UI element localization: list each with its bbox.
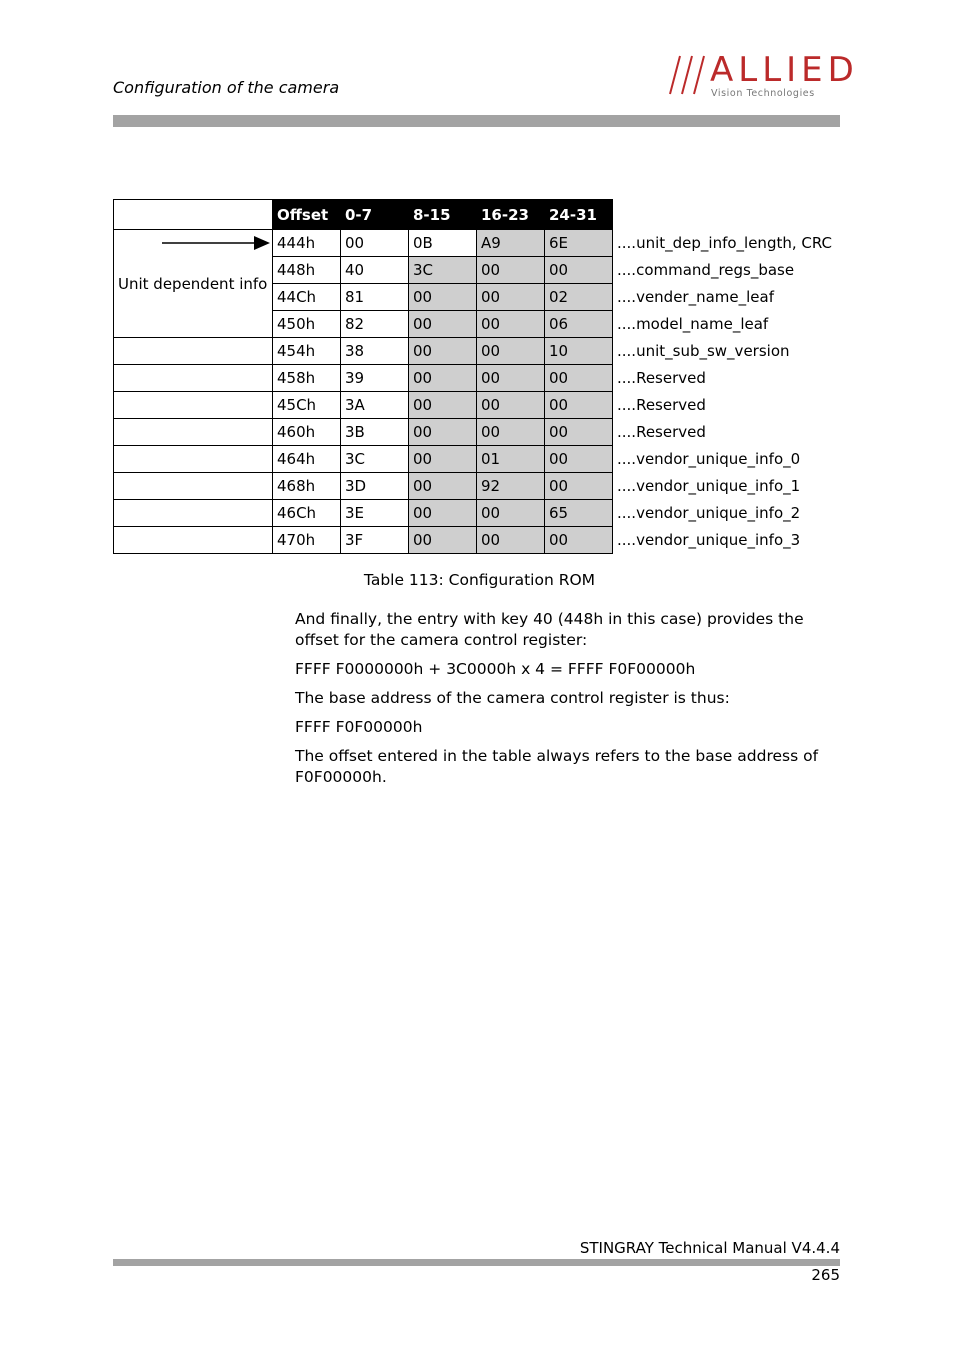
table-row	[114, 473, 838, 500]
byte-cell: 00	[477, 338, 545, 365]
byte-cell: 00	[341, 230, 409, 257]
byte-cell: 3A	[341, 392, 409, 419]
byte-cell: 00	[545, 473, 613, 500]
row-description: ....vendor_unique_info_3	[617, 531, 801, 549]
byte-cell: 3D	[341, 473, 409, 500]
byte-cell: 40	[341, 257, 409, 284]
header-divider	[113, 115, 840, 127]
table-row	[114, 527, 838, 554]
byte-cell: 00	[477, 392, 545, 419]
allied-logo	[668, 50, 859, 102]
offset-cell: 450h	[273, 311, 341, 338]
byte-cell: 00	[545, 257, 613, 284]
byte-cell: 00	[477, 500, 545, 527]
byte-cell: 00	[409, 392, 477, 419]
byte-cell: 00	[409, 338, 477, 365]
table-header-row	[114, 200, 838, 230]
page-header-title: Configuration of the camera	[113, 78, 340, 97]
footer-manual-title: STINGRAY Technical Manual V4.4.4	[579, 1239, 840, 1257]
offset-cell: 44Ch	[273, 284, 341, 311]
byte-cell: 10	[545, 338, 613, 365]
row-description: ....Reserved	[617, 369, 706, 387]
byte-cell: 00	[545, 419, 613, 446]
table-row	[114, 446, 838, 473]
table-row	[114, 392, 838, 419]
pointer-arrow-icon	[162, 235, 272, 251]
row-description: ....vender_name_leaf	[617, 288, 775, 306]
offset-cell: 468h	[273, 473, 341, 500]
offset-cell: 448h	[273, 257, 341, 284]
page-number: 265	[811, 1266, 840, 1284]
formula-line: FFFF F0000000h + 3C0000h x 4 = FFFF F0F00000h	[295, 660, 696, 678]
header-bits-8-15: 8-15	[409, 200, 477, 230]
unit-dependent-info-label: Unit dependent info	[114, 230, 273, 338]
byte-cell: 39	[341, 365, 409, 392]
header-bits-16-23: 16-23	[477, 200, 545, 230]
header-offset: Offset	[273, 200, 341, 230]
byte-cell: 02	[545, 284, 613, 311]
empty-label-cell	[114, 365, 273, 392]
byte-cell: 00	[477, 284, 545, 311]
byte-cell: 00	[477, 257, 545, 284]
empty-label-cell	[114, 473, 273, 500]
row-description: ....unit_dep_info_length, CRC	[617, 234, 833, 252]
byte-cell: 92	[477, 473, 545, 500]
byte-cell: 00	[545, 365, 613, 392]
byte-cell: 00	[545, 446, 613, 473]
footer-divider	[113, 1259, 840, 1266]
table-row	[114, 338, 838, 365]
byte-cell: 3C	[341, 446, 409, 473]
row-description: ....Reserved	[617, 396, 706, 414]
byte-cell: 00	[409, 527, 477, 554]
byte-cell: 3B	[341, 419, 409, 446]
row-description: ....Reserved	[617, 423, 706, 441]
row-description: ....vendor_unique_info_1	[617, 477, 801, 495]
empty-label-cell	[114, 527, 273, 554]
header-desc-spacer	[613, 200, 838, 230]
byte-cell: 3C	[409, 257, 477, 284]
logo-slashes-icon	[668, 54, 710, 96]
empty-label-cell	[114, 419, 273, 446]
paragraph-offset-intro: And finally, the entry with key 40 (448h in this case) provides the offset for the camera control register:	[295, 610, 804, 649]
byte-cell: 00	[545, 392, 613, 419]
row-description: ....command_regs_base	[617, 261, 795, 279]
row-description: ....vendor_unique_info_0	[617, 450, 801, 468]
empty-label-cell	[114, 392, 273, 419]
configuration-rom-table	[113, 199, 838, 554]
row-description: ....vendor_unique_info_2	[617, 504, 801, 522]
empty-label-cell	[114, 446, 273, 473]
byte-cell: 06	[545, 311, 613, 338]
byte-cell: A9	[477, 230, 545, 257]
logo-subtitle: Vision Technologies	[711, 88, 815, 99]
byte-cell: 00	[409, 446, 477, 473]
body-text	[295, 609, 843, 796]
offset-cell: 464h	[273, 446, 341, 473]
base-address-value: FFFF F0F00000h	[295, 718, 423, 736]
byte-cell: 81	[341, 284, 409, 311]
header-bits-24-31: 24-31	[545, 200, 613, 230]
byte-cell: 00	[409, 311, 477, 338]
offset-cell: 45Ch	[273, 392, 341, 419]
byte-cell: 65	[545, 500, 613, 527]
offset-cell: 460h	[273, 419, 341, 446]
byte-cell: 00	[477, 419, 545, 446]
offset-cell: 470h	[273, 527, 341, 554]
offset-cell: 444h	[273, 230, 341, 257]
logo-word: ALLIED	[710, 50, 859, 90]
byte-cell: 01	[477, 446, 545, 473]
table-row	[114, 419, 838, 446]
table-row	[114, 500, 838, 527]
empty-label-cell	[114, 338, 273, 365]
byte-cell: 38	[341, 338, 409, 365]
byte-cell: 00	[409, 419, 477, 446]
offset-cell: 458h	[273, 365, 341, 392]
empty-label-cell	[114, 500, 273, 527]
byte-cell: 00	[409, 500, 477, 527]
byte-cell: 00	[477, 527, 545, 554]
byte-cell: 6E	[545, 230, 613, 257]
byte-cell: 0B	[409, 230, 477, 257]
paragraph-offset-note: The offset entered in the table always refers to the base address of F0F00000h.	[295, 747, 819, 786]
byte-cell: 00	[409, 473, 477, 500]
offset-cell: 46Ch	[273, 500, 341, 527]
table-corner-cell	[114, 200, 273, 230]
table-caption: Table 113: Configuration ROM	[363, 571, 596, 589]
paragraph-base-address: The base address of the camera control register is thus:	[295, 689, 730, 707]
byte-cell: 00	[545, 527, 613, 554]
row-description: ....model_name_leaf	[617, 315, 769, 333]
byte-cell: 00	[409, 284, 477, 311]
byte-cell: 82	[341, 311, 409, 338]
header-bits-0-7: 0-7	[341, 200, 409, 230]
table-row	[114, 365, 838, 392]
byte-cell: 00	[409, 365, 477, 392]
byte-cell: 00	[477, 365, 545, 392]
byte-cell: 3F	[341, 527, 409, 554]
row-description: ....unit_sub_sw_version	[617, 342, 790, 360]
byte-cell: 00	[477, 311, 545, 338]
byte-cell: 3E	[341, 500, 409, 527]
offset-cell: 454h	[273, 338, 341, 365]
